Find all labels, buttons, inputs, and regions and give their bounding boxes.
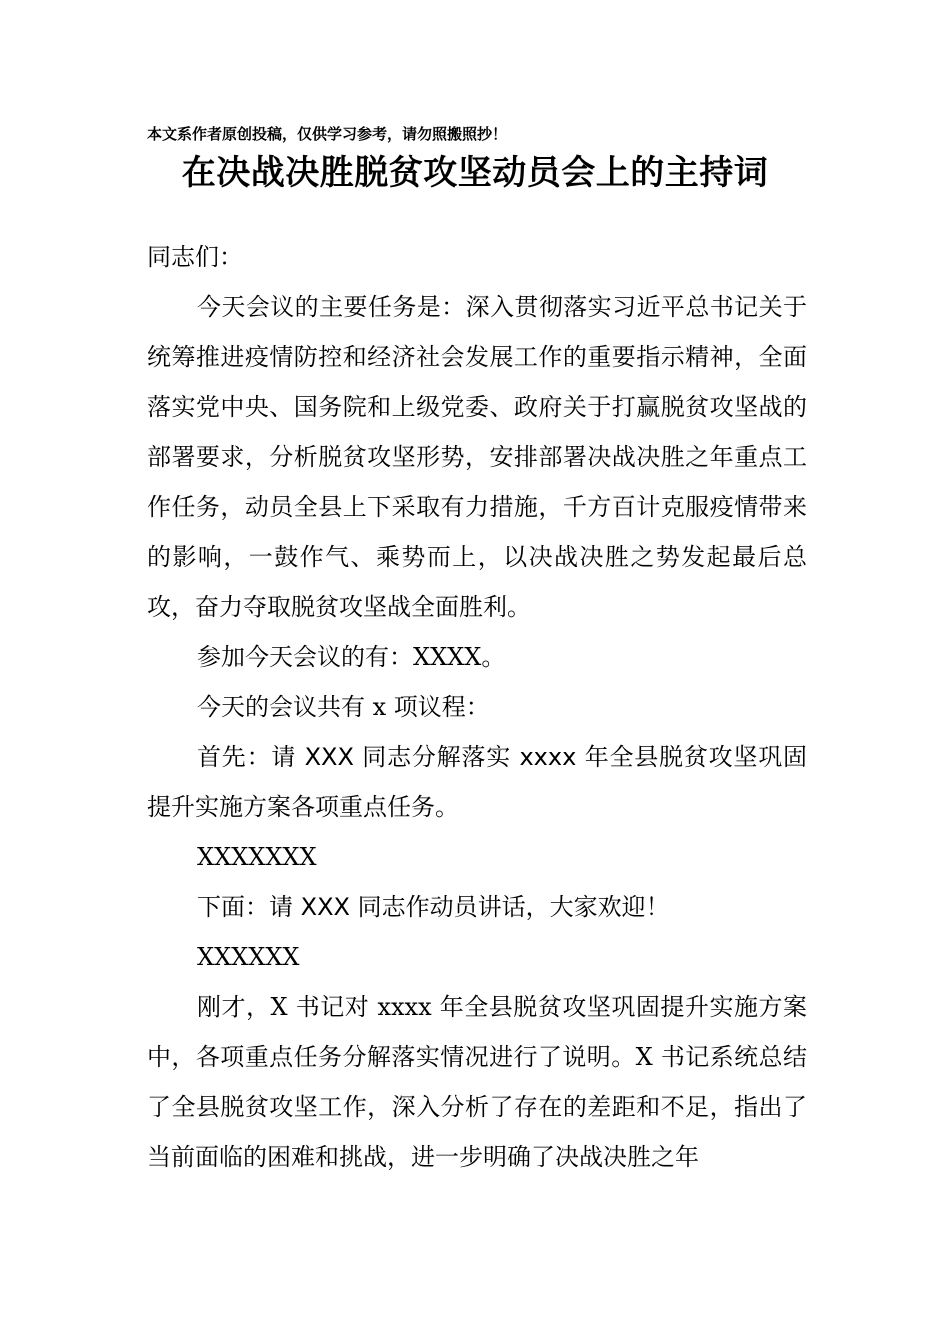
paragraph-meeting-task: 今天会议的主要任务是：深入贯彻落实习近平总书记关于统筹推进疫情防控和经济社会发展工作的重要指示精神，全面落实党中央、国务院和上级党委、政府关于打赢脱贫攻坚战的部署要求，分析脱贫攻坚形势，安排部署决战决胜之年重点工作任务，动员全县上下采取有力措施，千方百计克服疫情带来的影响，一鼓作气、乘势而上，以决战决胜之势发起最后总攻，奋力夺取脱贫攻坚战全面胜利。: [147, 293, 807, 621]
salutation: 同志们：: [147, 243, 243, 271]
document-body: [147, 232, 807, 1182]
document-title: 在决战决胜脱贫攻坚动员会上的主持词: [181, 153, 769, 193]
placeholder-speech-2: XXXXXX: [197, 943, 300, 971]
placeholder-speech-1: XXXXXXX: [197, 843, 317, 871]
paragraph-agenda-count: 今天的会议共有 x 项议程：: [197, 693, 490, 721]
copyright-notice: 本文系作者原创投稿，仅供学习参考，请勿照搬照抄！: [147, 125, 508, 143]
paragraph-summary: 刚才，X 书记对 xxxx 年全县脱贫攻坚巩固提升实施方案中，各项重点任务分解落实情况进行了说明。X 书记系统总结了全县脱贫攻坚工作，深入分析了存在的差距和不足，指出了当前面临的困难和挑战，进一步明确了决战决胜之年: [147, 993, 807, 1171]
paragraph-first-item: 首先：请 XXX 同志分解落实 xxxx 年全县脱贫攻坚巩固提升实施方案各项重点任务。: [147, 743, 807, 821]
paragraph-attendees: 参加今天会议的有：XXXX。: [197, 643, 506, 671]
paragraph-next-item: 下面：请 XXX 同志作动员讲话，大家欢迎！: [197, 893, 670, 921]
